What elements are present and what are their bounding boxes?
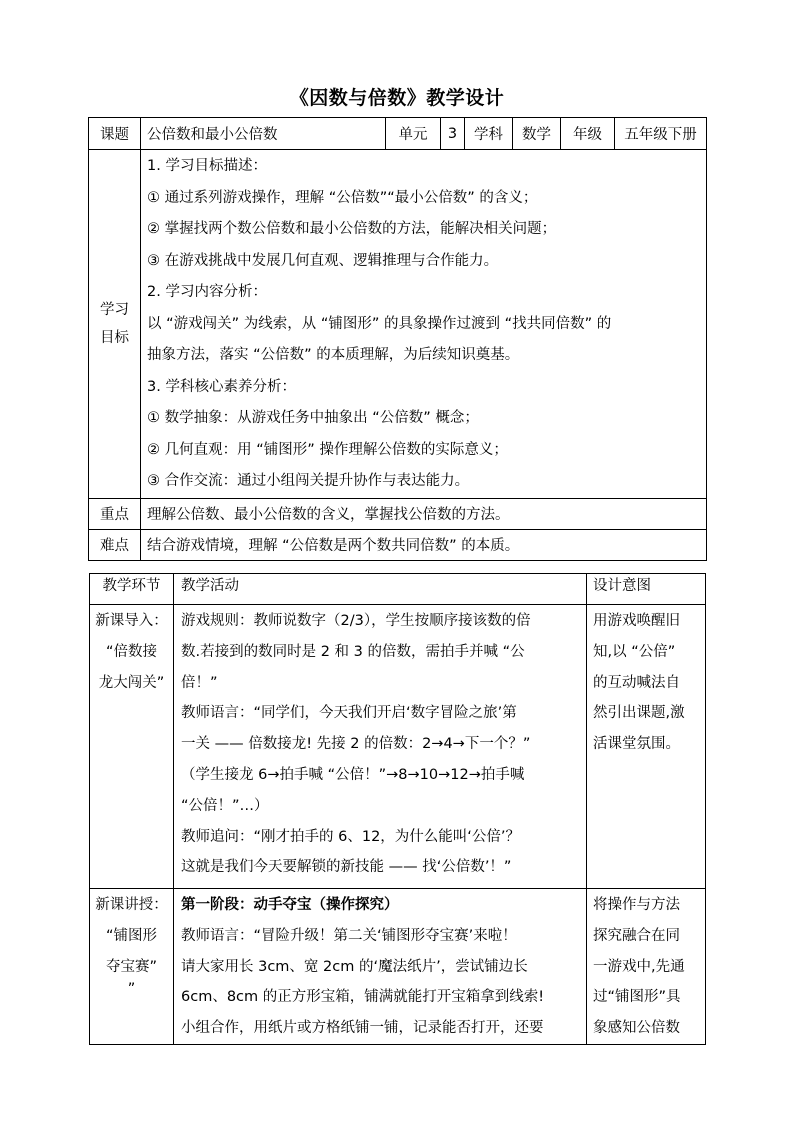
process-row-lecture [90, 889, 706, 1045]
intent-line: 用游戏唤醒旧 [593, 613, 680, 629]
objectives-row [89, 150, 707, 499]
activity-line: （学生接龙 6→拍手喊 “公倍！”→8→10→12→拍手喊 [181, 766, 525, 783]
document-title: 《因数与倍数》教学设计 [289, 87, 505, 109]
activity-line: 6cm、8cm 的正方形宝箱，铺满就能打开宝箱拿到线索! [181, 989, 545, 1006]
stage-line: 新课导入： [95, 613, 168, 629]
objective-line: ② 几何直观：用 “铺图形” 操作理解公倍数的实际意义； [147, 441, 508, 458]
activity-line: 教师追问：“刚才拍手的 6、12，为什么能叫‘公倍’？ [181, 828, 521, 845]
objective-line: 3. 学科核心素养分析： [147, 378, 296, 395]
intent-line: 活课堂氛围。 [593, 736, 680, 753]
activity-line: 教师语言：“冒险升级！第二关‘铺图形夺宝赛’来啦！ [181, 927, 517, 944]
objective-line: ② 掌握找两个数公倍数和最小公倍数的方法，能解决相关问题； [147, 221, 557, 237]
topic-row [89, 118, 707, 150]
objective-line: ① 通过系列游戏操作，理解 “公倍数”“最小公倍数” 的含义； [147, 189, 538, 206]
activity-line: 数.若接到的数同时是 2 和 3 的倍数，需拍手并喊 “公 [181, 643, 525, 660]
topic-label: 课题 [89, 118, 141, 150]
key-point-row [89, 498, 707, 529]
stage-line: ” [127, 981, 136, 998]
topic-value: 公倍数和最小公倍数 [141, 118, 386, 150]
objective-line: 2. 学习内容分析： [147, 284, 267, 300]
header-activity: 教学活动 [174, 574, 587, 605]
activity-lecture [174, 889, 587, 1045]
activity-line: “公倍！”…） [181, 797, 269, 814]
intent-line: 象感知公倍数 [593, 1020, 680, 1037]
activity-intro [174, 605, 587, 889]
intent-line: 探究融合在同 [593, 927, 680, 944]
objective-line: 抽象方法，落实 “公倍数” 的本质理解，为后续知识奠基。 [147, 347, 520, 363]
difficulty-row [89, 529, 707, 560]
intent-line: 一游戏中,先通 [593, 958, 685, 975]
stage-lecture [90, 889, 174, 1045]
activity-line: 小组合作，用纸片或方格纸铺一铺，记录能否打开，还要 [181, 1020, 544, 1037]
intent-line: 过“铺图形”具 [593, 989, 681, 1006]
header-stage: 教学环节 [90, 574, 174, 605]
activity-line: 请大家用长 3cm、宽 2cm 的‘魔法纸片’，尝试铺边长 [181, 958, 528, 975]
difficulty-value: 结合游戏情境，理解 “公倍数是两个数共同倍数” 的本质。 [141, 529, 707, 560]
objective-line: ③ 在游戏挑战中发展几何直观、逻辑推理与合作能力。 [147, 252, 499, 269]
header-intent: 设计意图 [587, 574, 706, 605]
objective-line: ③ 合作交流：通过小组闯关提升协作与表达能力。 [147, 473, 470, 489]
objectives-label-line-1: 学习 [100, 301, 129, 318]
process-header-row [90, 574, 706, 605]
intent-line: 将操作与方法 [593, 897, 680, 913]
intent-lecture [587, 889, 706, 1045]
unit-value: 3 [441, 118, 465, 150]
objectives-content [141, 150, 707, 499]
difficulty-label: 难点 [89, 529, 141, 560]
objectives-label-line-2: 目标 [100, 329, 129, 346]
objective-line: 1. 学习目标描述： [147, 158, 267, 174]
stage-intro [90, 605, 174, 889]
objectives-label [89, 150, 141, 499]
lesson-info-table [88, 117, 707, 561]
grade-value: 五年级下册 [615, 118, 707, 150]
activity-line: 教师语言：“同学们，今天我们开启‘数字冒险之旅’第 [181, 705, 517, 722]
stage-line: 新课讲授： [95, 897, 168, 913]
stage-line: 龙大闯关” [98, 674, 165, 691]
unit-label: 单元 [386, 118, 441, 150]
objective-line: ① 数学抽象：从游戏任务中抽象出 “公倍数” 概念； [147, 410, 479, 426]
intent-intro [587, 605, 706, 889]
activity-line: 一关 —— 倍数接龙! 先接 2 的倍数：2→4→下一个？” [181, 736, 531, 753]
key-point-label: 重点 [89, 498, 141, 529]
activity-heading: 第一阶段：动手夺宝（操作探究） [181, 897, 399, 913]
process-row-intro [90, 605, 706, 889]
subject-label: 学科 [465, 118, 513, 150]
key-point-value: 理解公倍数、最小公倍数的含义，掌握找公倍数的方法。 [141, 498, 707, 529]
grade-label: 年级 [561, 118, 615, 150]
stage-line: “倍数接 [105, 643, 157, 660]
activity-line: 这就是我们今天要解锁的新技能 —— 找‘公倍数’！” [181, 859, 512, 876]
intent-line: 然引出课题,激 [593, 705, 685, 722]
stage-line: 夺宝赛” [105, 958, 157, 975]
intent-line: 的互动喊法自 [593, 674, 680, 691]
teaching-process-table [89, 573, 706, 1045]
activity-line: 倍！” [181, 674, 218, 691]
objective-line: 以 “游戏闯关” 为线索，从 “铺图形” 的具象操作过渡到 “找共同倍数” 的 [147, 315, 612, 332]
subject-value: 数学 [513, 118, 561, 150]
intent-line: 知,以 “公倍” [593, 643, 676, 660]
stage-line: “铺图形 [105, 927, 157, 944]
activity-line: 游戏规则：教师说数字（2/3），学生按顺序接该数的倍 [181, 613, 531, 629]
